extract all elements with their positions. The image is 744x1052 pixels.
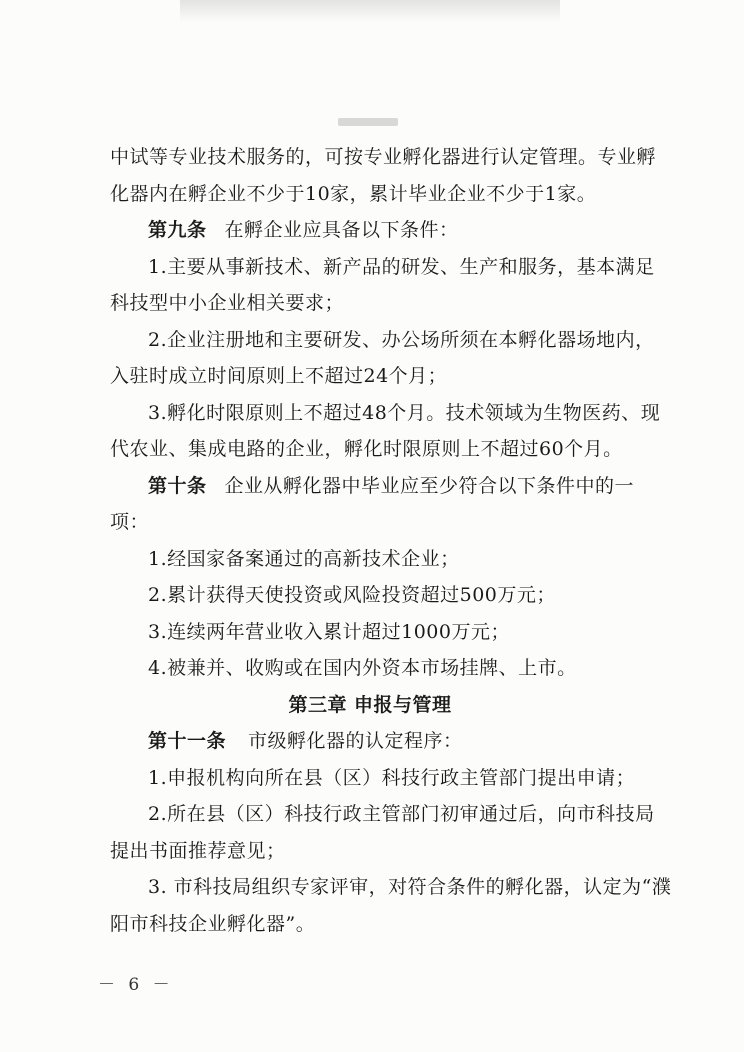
list-item-continuation: 提出书面推荐意见；	[110, 839, 286, 862]
list-item: 3.连续两年营业收入累计超过1000万元；	[148, 620, 510, 643]
list-item: 4.被兼并、收购或在国内外资本市场挂牌、上市。	[148, 657, 577, 679]
list-item: 2.累计获得天使投资或风险投资超过500万元；	[148, 584, 556, 606]
chapter-heading: 第三章 申报与管理	[288, 693, 452, 716]
body-text	[110, 139, 670, 942]
list-item-continuation: 入驻时成立时间原则上不超过24个月；	[110, 365, 448, 387]
article-9	[110, 212, 670, 249]
show-through-mark	[338, 118, 398, 126]
article-11	[110, 723, 670, 760]
list-item: 1.主要从事新技术、新产品的研发、生产和服务，基本满足	[148, 255, 655, 278]
article-title: 第十条	[148, 474, 207, 497]
list-item: 1.经国家备案通过的高新技术企业；	[148, 547, 460, 570]
page-number: － 6 －	[98, 975, 174, 995]
article-text: 企业从孵化器中毕业应至少符合以下条件中的一	[224, 474, 635, 497]
paragraph-line: 中试等专业技术服务的，可按专业孵化器进行认定管理。专业孵	[110, 146, 657, 168]
article-10	[110, 468, 670, 505]
list-item: 2.企业注册地和主要研发、办公场所须在本孵化器场地内，	[148, 328, 655, 351]
list-item-continuation: 科技型中小企业相关要求；	[110, 292, 345, 314]
list-item: 1.申报机构向所在县（区）科技行政主管部门提出申请；	[148, 766, 636, 789]
paragraph-line: 化器内在孵企业不少于10家，累计毕业企业不少于1家。	[110, 182, 597, 205]
list-item-continuation: 阳市科技企业孵化器”。	[110, 912, 316, 935]
list-item: 2.所在县（区）科技行政主管部门初审通过后，向市科技局	[148, 803, 655, 825]
list-item: 3.孵化时限原则上不超过48个月。技术领域为生物医药、现	[148, 401, 661, 424]
show-through-artifact	[180, 0, 560, 22]
article-title: 第十一条	[148, 730, 227, 752]
list-item-continuation: 代农业、集成电路的企业，孵化时限原则上不超过60个月。	[110, 438, 623, 460]
article-continuation: 项：	[110, 511, 150, 533]
article-text: 市级孵化器的认定程序：	[248, 730, 463, 752]
article-title: 第九条	[148, 219, 207, 241]
article-text: 在孵企业应具备以下条件：	[224, 219, 459, 241]
list-item: 3. 市科技局组织专家评审，对符合条件的孵化器，认定为“濮	[148, 876, 672, 898]
